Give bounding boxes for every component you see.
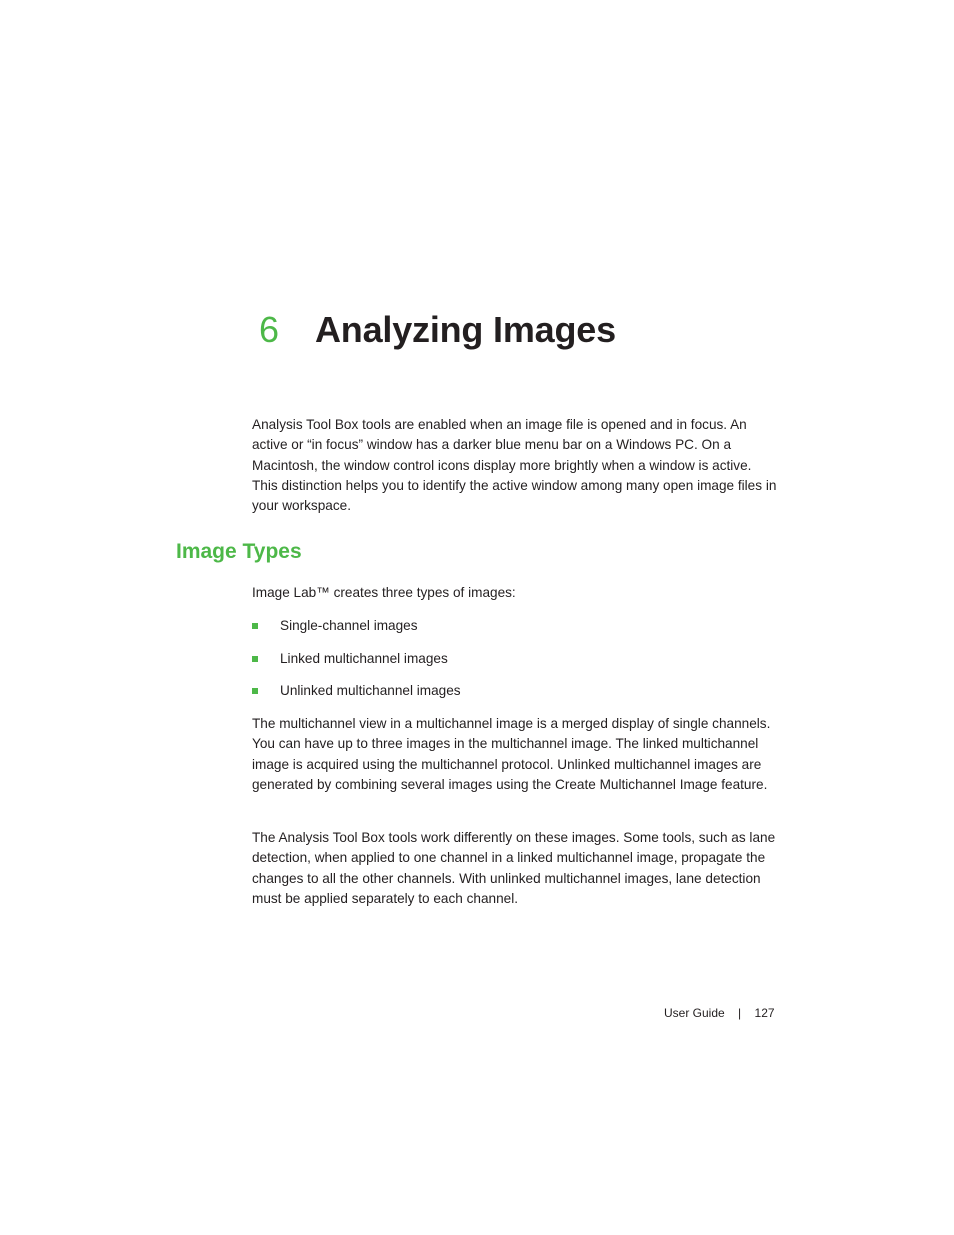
- list-item-label: Single-channel images: [280, 618, 418, 633]
- footer-separator: |: [738, 1006, 742, 1020]
- page-number: 127: [754, 1006, 775, 1020]
- list-item: [252, 616, 461, 636]
- chapter-heading: [259, 309, 616, 361]
- square-bullet-icon: [252, 688, 258, 694]
- list-item: [252, 649, 461, 669]
- list-item-label: Linked multichannel images: [280, 650, 448, 666]
- list-item-label: Unlinked multichannel images: [280, 683, 461, 698]
- image-types-list: [252, 616, 461, 714]
- page-footer: [664, 1005, 775, 1021]
- multichannel-paragraph: The multichannel view in a multichannel image is a merged display of single channels. You can have up to three images in the multichannel image. The linked multichannel image is acquired using the multichannel protocol. Unlinked multichannel images are generated by combining several images using the Create Multichannel Image feature.: [252, 716, 771, 792]
- chapter-title: Analyzing Images: [315, 309, 616, 350]
- square-bullet-icon: [252, 656, 258, 662]
- intro-paragraph: Analysis Tool Box tools are enabled when an image file is opened and in focus. An active or “in focus” window has a darker blue menu bar on a Windows PC. On a Macintosh, the window control icons display more brightly when a window is active. This distinction helps you to identify the active window among many open image files in your workspace.: [252, 417, 777, 514]
- section-heading: Image Types: [176, 540, 302, 563]
- square-bullet-icon: [252, 623, 258, 629]
- chapter-number: 6: [259, 309, 280, 350]
- tools-paragraph: The Analysis Tool Box tools work differently on these images. Some tools, such as lane detection, when applied to one channel in a linked multichannel image, propagate the changes to all the other channels. With unlinked multichannel images, lane detection must be applied separately to each channel.: [252, 830, 776, 906]
- list-item: [252, 681, 461, 701]
- footer-guide-label: User Guide: [664, 1006, 725, 1020]
- section-lead: Image Lab™ creates three types of images:: [252, 585, 516, 600]
